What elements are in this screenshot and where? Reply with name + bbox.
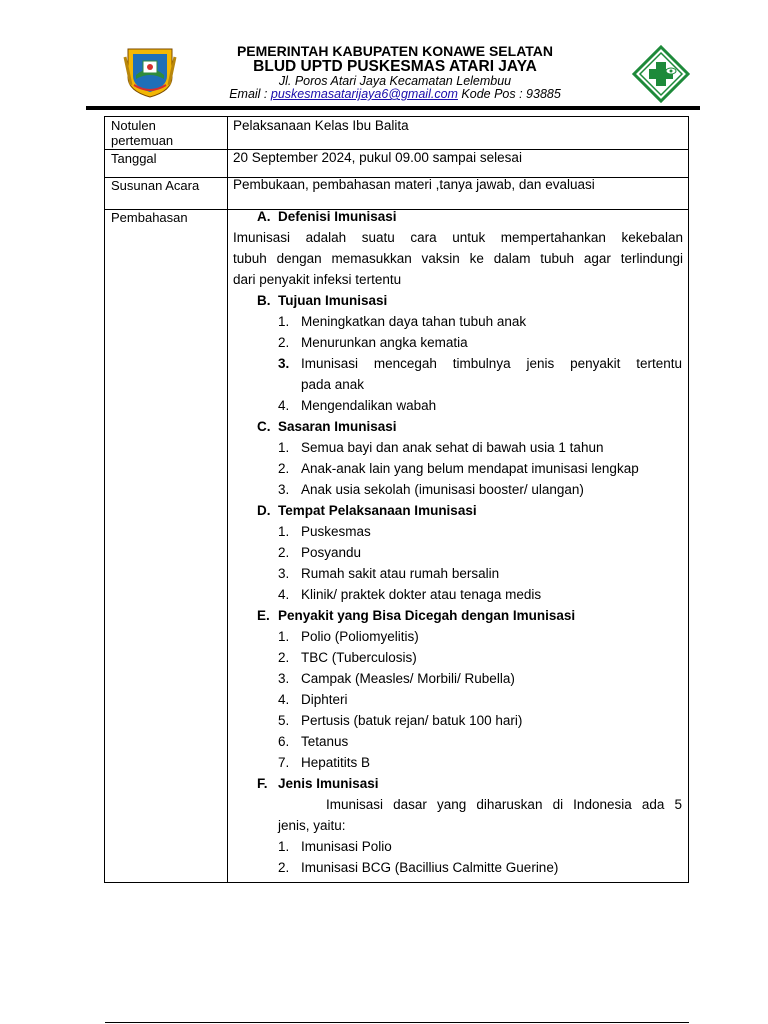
section-b-letter: B. [257,293,271,308]
list-item: Pertusis (batuk rejan/ batuk 100 hari) [301,713,523,728]
notulen-value: Pelaksanaan Kelas Ibu Balita [233,118,409,133]
section-a-letter: A. [257,209,271,224]
section-d-title: Tempat Pelaksanaan Imunisasi [278,503,477,518]
notulen-label: Notulen pertemuan [111,118,174,148]
list-number: 2. [278,545,290,560]
list-number: 1. [278,629,290,644]
address: Jl. Poros Atari Jaya Kecamatan Lelembuu [278,74,512,88]
list-item: TBC (Tuberculosis) [301,650,417,665]
section-c-letter: C. [257,419,271,434]
list-number: 3. [278,566,290,581]
list-item: Imunisasi Polio [301,839,392,854]
contact-line [150,87,640,101]
section-d-letter: D. [257,503,271,518]
section-f-title: Jenis Imunisasi [278,776,379,791]
minutes-table [104,116,689,883]
puskesmas-logo [632,45,690,103]
section-a-text-line: tubuh dengan memasukkan vaksin ke dalam tubuh agar terlindungi [233,251,683,266]
government-name: PEMERINTAH KABUPATEN KONAWE SELATAN [236,43,554,59]
list-number: 1. [278,314,290,329]
list-number: 2. [278,461,290,476]
email-link[interactable]: puskesmasatarijaya6@gmail.com [270,87,458,101]
list-number: 2. [278,335,290,350]
section-e-letter: E. [257,608,270,623]
tanggal-label: Tanggal [111,151,157,166]
pembahasan-label: Pembahasan [111,210,188,225]
section-f-letter: F. [257,776,268,791]
list-item: Polio (Poliomyelitis) [301,629,419,644]
institution-name: BLUD UPTD PUSKESMAS ATARI JAYA [253,58,537,75]
section-a-text-line: Imunisasi adalah suatu cara untuk mempertahankan kekebalan [233,230,683,245]
list-number: 6. [278,734,290,749]
list-item: Anak usia sekolah (imunisasi booster/ ulangan) [301,482,584,497]
section-c-title: Sasaran Imunisasi [278,419,397,434]
list-number: 1. [278,440,290,455]
list-number: 1. [278,524,290,539]
list-number: 3. [278,671,290,686]
acara-label: Susunan Acara [111,178,200,193]
list-item-continued: pada anak [301,377,365,392]
section-f-text-line: Imunisasi dasar yang diharuskan di Indonesia ada 5 [326,797,682,812]
list-number: 3. [278,356,290,371]
column-divider [227,117,228,882]
list-item: Hepatitits B [301,755,371,770]
list-number: 4. [278,587,290,602]
list-item: Semua bayi dan anak sehat di bawah usia 1 tahun [301,440,604,455]
section-a-text-line: dari penyakit infeksi tertentu [233,272,402,287]
list-number: 2. [278,860,290,875]
list-number: 5. [278,713,290,728]
email-label: Email : [229,87,271,101]
list-item: Posyandu [301,545,362,560]
list-item: Mengendalikan wabah [301,398,437,413]
list-item: Rumah sakit atau rumah bersalin [301,566,500,581]
list-item: Menurunkan angka kematia [301,335,468,350]
list-number: 3. [278,482,290,497]
section-f-text-line: jenis, yaitu: [278,818,346,833]
list-number: 2. [278,650,290,665]
section-b-title: Tujuan Imunisasi [278,293,388,308]
section-e-title: Penyakit yang Bisa Dicegah dengan Imunisasi [278,608,576,623]
list-number: 1. [278,839,290,854]
list-item: Imunisasi BCG (Bacillius Calmitte Guerine) [301,860,559,875]
acara-value: Pembukaan, pembahasan materi ,tanya jawab, dan evaluasi [233,177,595,192]
list-item: Diphteri [301,692,348,707]
list-item: Puskesmas [301,524,371,539]
list-item: Anak-anak lain yang belum mendapat imunisasi lengkap [301,461,639,476]
header-divider [86,106,700,110]
section-a-title: Defenisi Imunisasi [278,209,397,224]
postcode: Kode Pos : 93885 [457,87,561,101]
list-item: Meningkatkan daya tahan tubuh anak [301,314,527,329]
list-number: 4. [278,692,290,707]
list-item: Klinik/ praktek dokter atau tenaga medis [301,587,542,602]
list-number: 7. [278,755,290,770]
list-item: Campak (Measles/ Morbili/ Rubella) [301,671,515,686]
list-number: 4. [278,398,290,413]
list-item: Imunisasi mencegah timbulnya jenis penyakit tertentu [301,356,682,371]
tanggal-value: 20 September 2024, pukul 09.00 sampai selesai [233,150,522,165]
footer-rule [105,1022,689,1023]
list-item: Tetanus [301,734,349,749]
